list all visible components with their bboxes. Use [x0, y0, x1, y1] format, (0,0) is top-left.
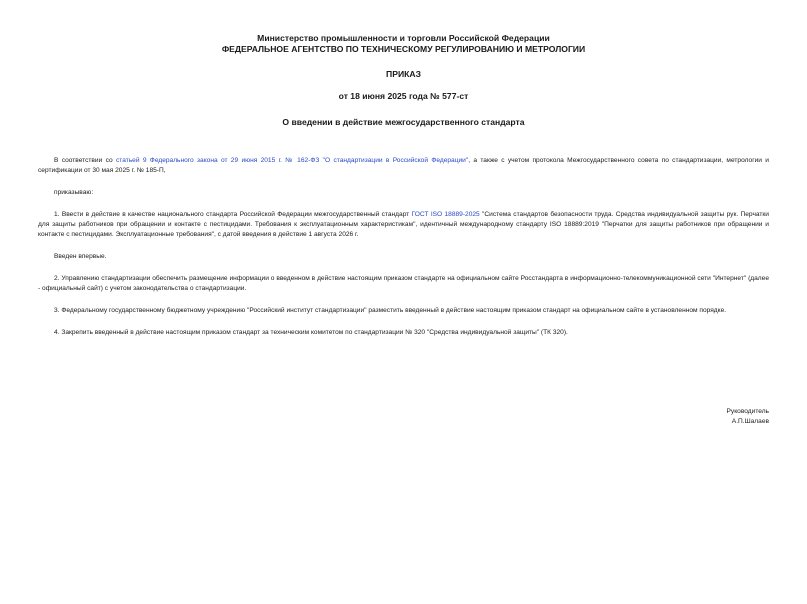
- item-2-paragraph: 2. Управлению стандартизации обеспечить размещение информации о введенном в действие настоящим приказом стандарте на официальном сайте Росстандарта в информационно-телекоммуникационной сети "Интернет" (далее - официальный сайт) с учетом законодательства о стандартизации.: [38, 275, 769, 292]
- document-body: [38, 156, 769, 338]
- signatory-name: А.П.Шалаев: [731, 418, 769, 425]
- item-1-pre-text: 1. Ввести в действие в качестве национального стандарта Российской Федерации межгосударственный стандарт: [54, 211, 412, 218]
- intro-post-text: , а также с учетом протокола Межгосударственного совета по стандартизации, метрологии и сертификации от 30 мая 2025 г. № 185-П,: [38, 157, 769, 174]
- document-header: [38, 33, 769, 128]
- order-word: приказываю:: [54, 189, 94, 196]
- federal-law-link[interactable]: статьей 9 Федерального закона от 29 июня 2015 г. № 162-ФЗ "О стандартизации в Российской Федерации": [115, 157, 469, 164]
- signatory-title: Руководитель: [726, 408, 769, 415]
- item-3-paragraph: 3. Федеральному государственному бюджетному учреждению "Российский институт стандартизации" разместить введенный в действие настоящим приказом стандарт на официальном сайте в установленном порядке.: [54, 307, 727, 314]
- document-type: ПРИКАЗ: [386, 69, 421, 79]
- document-date-number: от 18 июня 2025 года № 577-ст: [338, 91, 469, 101]
- item-4-paragraph: 4. Закрепить введенный в действие настоящим приказом стандарт за техническим комитетом по стандартизации № 320 "Средства индивидуальной защиты" (ТК 320).: [54, 329, 568, 336]
- intro-pre-text: В соответствии со: [54, 157, 116, 164]
- ministry-name: Министерство промышленности и торговли Российской Федерации: [257, 33, 550, 43]
- agency-name: ФЕДЕРАЛЬНОЕ АГЕНТСТВО ПО ТЕХНИЧЕСКОМУ РЕГУЛИРОВАНИЮ И МЕТРОЛОГИИ: [221, 44, 586, 54]
- document-page: [0, 33, 807, 604]
- item-1-paragraph: [38, 210, 769, 240]
- intro-paragraph: [38, 156, 769, 176]
- document-subject: О введении в действие межгосударственного стандарта: [282, 117, 525, 127]
- item-1-post-text: "Система стандартов безопасности труда. Средства индивидуальной защиты рук. Перчатки для защиты работников при обращении и контакте с пестицидами. Требования к эксплуатационным характеристикам", идентичный международному стандарту ISO 18889:2019 "Перчатки для защиты работников при обращении и контакте с пестицидами. Эксплуатационные требования", с датой введения в действие 1 августа 2026 г.: [38, 211, 769, 238]
- gost-standard-link[interactable]: ГОСТ ISO 18889-2025: [411, 211, 480, 218]
- signature-block: [727, 407, 769, 427]
- introduced-first-note: Введен впервые.: [54, 253, 107, 260]
